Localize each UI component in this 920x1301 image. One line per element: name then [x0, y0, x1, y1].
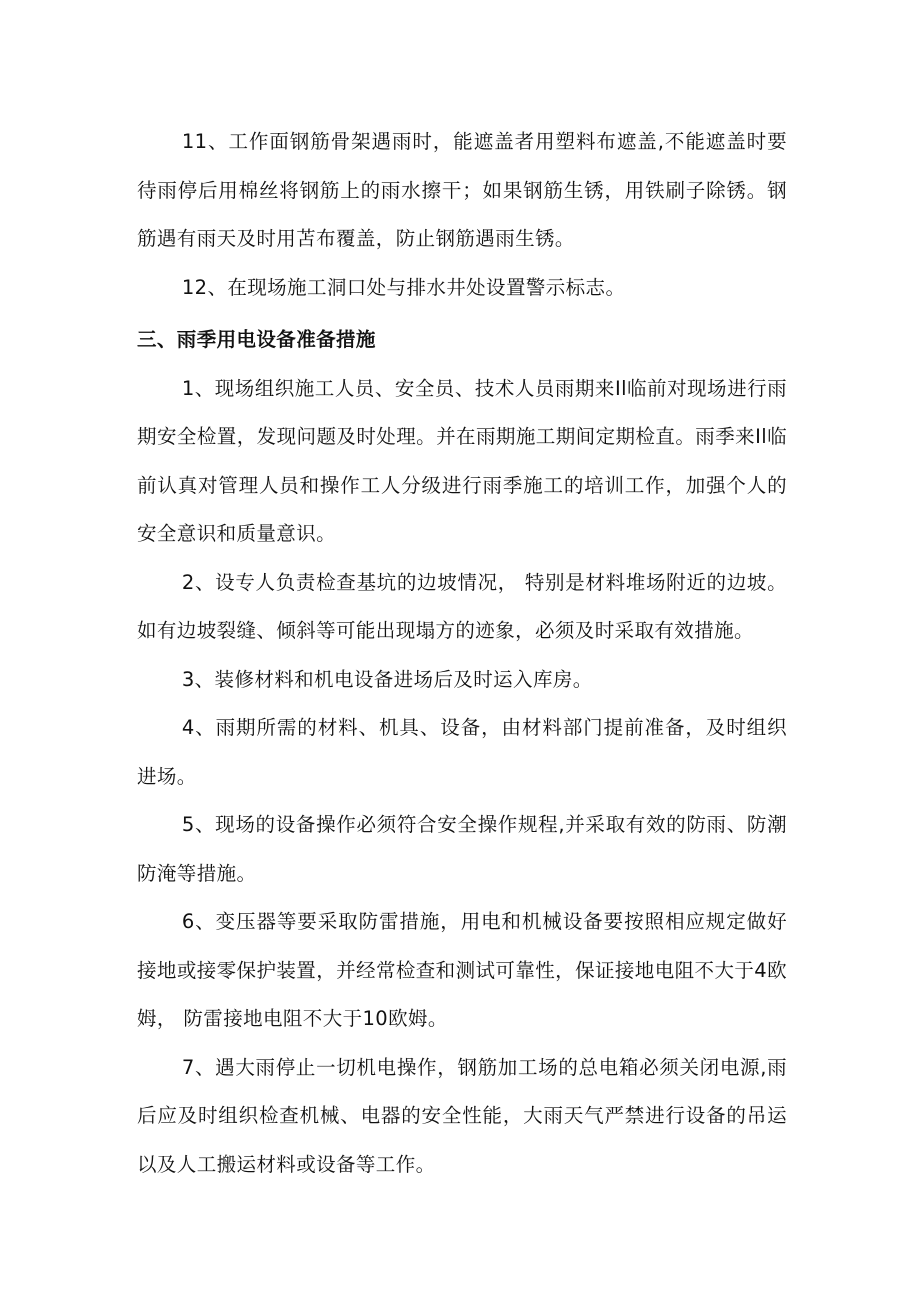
document-body: [137, 118, 787, 1189]
paragraph-item-12: 12、在现场施工洞口处与排水井处设置警示标志。: [181, 275, 626, 299]
paragraph-item-2: 2、设专人负责检查基坑的边坡情况， 特别是材料堆场附近的边坡。如有边坡裂缝、倾斜等可能出现塌方的迹象，必须及时采取有效措施。: [137, 570, 787, 642]
paragraph-item-4: 4、雨期所需的材料、机具、设备，由材料部门提前准备，及时组织进场。: [137, 716, 787, 788]
paragraph-item-5: 5、现场的设备操作必须符合安全操作规程,并采取有效的防雨、防潮防淹等措施。: [137, 813, 787, 885]
paragraph-item-11: 11、工作面钢筋骨架遇雨时，能遮盖者用塑料布遮盖,不能遮盖时要待雨停后用棉丝将钢筋上的雨水擦干；如果钢筋生锈，用铁刷子除锈。钢筋遇有雨天及时用苫布覆盖，防止钢筋遇雨生锈。: [137, 130, 787, 250]
section-heading: 三、雨季用电设备准备措施: [137, 328, 376, 351]
paragraph-item-1: 1、现场组织施工人员、安全员、技术人员雨期来Il临前对现场进行雨期安全检置，发现问题及时处理。并在雨期施工期间定期检直。雨季来Il临前认真对管理人员和操作工人分级进行雨季施工的培训工作，加强个人的安全意识和质量意识。: [137, 376, 787, 545]
paragraph-item-3: 3、装修材料和机电设备进场后及时运入库房。: [181, 667, 593, 691]
paragraph-item-7: 7、遇大雨停止一切机电操作，钢筋加工场的总电箱必须关闭电源,雨后应及时组织检查机械、电器的安全性能，大雨天气严禁进行设备的吊运以及人工搬运材料或设备等工作。: [137, 1055, 787, 1176]
paragraph-item-6: 6、变压器等要采取防雷措施，用电和机械设备要按照相应规定做好接地或接零保护装置，并经常检查和测试可靠性，保证接地电阻不大于4欧姆， 防雷接地电阻不大于10欧姆。: [137, 910, 787, 1030]
